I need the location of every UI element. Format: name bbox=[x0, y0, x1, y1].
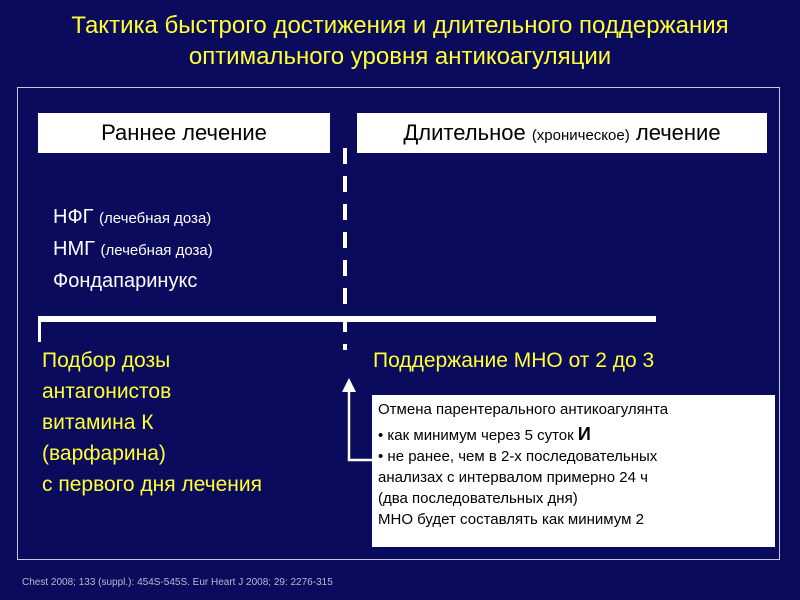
title-line-1: Тактика быстрого достижения и длительного поддержания bbox=[71, 12, 729, 39]
note-heading: Отмена парентерального антикоагулянта bbox=[378, 401, 669, 418]
drug-name: НФГ bbox=[53, 206, 94, 228]
arrow-head-icon bbox=[342, 378, 356, 392]
up-arrow-connector bbox=[335, 376, 375, 466]
note-bullet bbox=[378, 424, 769, 446]
note-bullet-text: • как минимум через 5 суток bbox=[378, 427, 574, 444]
note-line: • не ранее, чем в 2-х последовательных bbox=[378, 448, 658, 465]
timeline-bar bbox=[38, 316, 656, 322]
discontinuation-note-box bbox=[372, 395, 775, 547]
note-line: (два последовательных дня) bbox=[378, 490, 578, 507]
drug-note: (лечебная доза) bbox=[99, 210, 212, 227]
dose-line: витамина К bbox=[42, 411, 154, 434]
dose-line: антагонистов bbox=[42, 380, 172, 403]
slide-title bbox=[0, 10, 800, 72]
drug-name: НМГ bbox=[53, 238, 95, 260]
drug-item bbox=[53, 266, 213, 296]
drug-list bbox=[53, 202, 213, 296]
early-treatment-header: Раннее лечение bbox=[38, 113, 330, 153]
dose-line: Подбор дозы bbox=[42, 349, 171, 372]
note-final-line: МНО будет составлять как минимум 2 bbox=[378, 511, 644, 528]
long-term-treatment-header bbox=[357, 113, 767, 153]
inr-maintenance-text: Поддержание МНО от 2 до 3 bbox=[373, 349, 655, 372]
note-line: анализах с интервалом примерно 24 ч bbox=[378, 469, 648, 486]
references-footer: Chest 2008; 133 (suppl.): 454S-545S. Eur Heart J 2008; 29: 2276-315 bbox=[22, 577, 333, 588]
timeline-tick bbox=[38, 316, 41, 342]
dose-selection-text bbox=[42, 345, 342, 500]
connector-line bbox=[349, 390, 373, 460]
title-line-2: оптимального уровня антикоагуляции bbox=[188, 43, 612, 70]
drug-item bbox=[53, 234, 213, 266]
dose-line: (варфарина) bbox=[42, 442, 166, 465]
drug-name: Фондапаринукс bbox=[53, 270, 198, 292]
dose-line: с первого дня лечения bbox=[42, 473, 262, 496]
long-term-paren: (хроническое) bbox=[531, 127, 630, 144]
note-bullet-bold: И bbox=[577, 424, 591, 444]
long-term-main: Длительное bbox=[403, 120, 526, 145]
drug-item bbox=[53, 202, 213, 234]
drug-note: (лечебная доза) bbox=[100, 242, 213, 259]
long-term-tail: лечение bbox=[635, 120, 721, 145]
